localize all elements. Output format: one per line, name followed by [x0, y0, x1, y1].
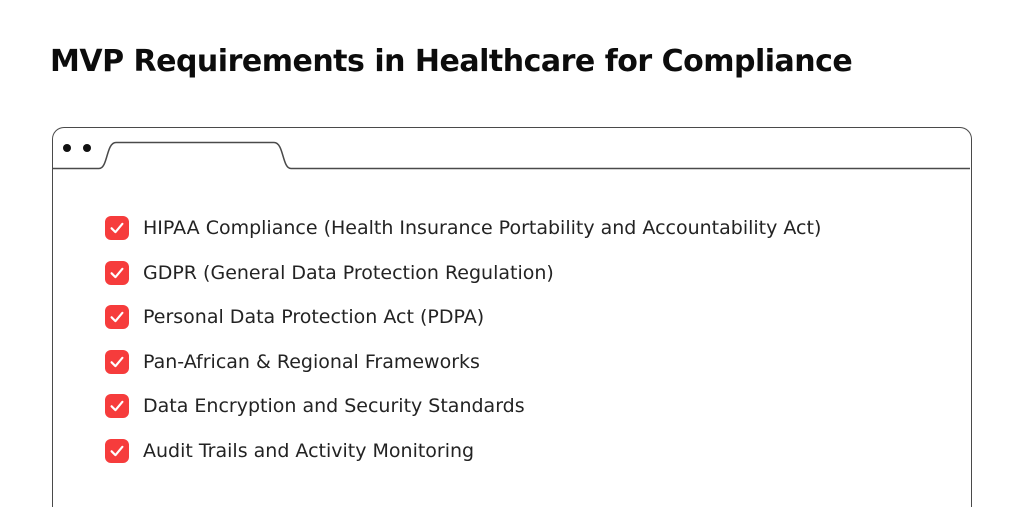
compliance-checklist: [105, 216, 821, 463]
checked-checkbox[interactable]: [105, 439, 129, 463]
checked-checkbox[interactable]: [105, 305, 129, 329]
checklist-row: [105, 394, 821, 418]
checklist-item-label: Pan-African & Regional Frameworks: [143, 350, 480, 373]
browser-header: [53, 128, 971, 171]
checklist-row: [105, 261, 821, 285]
checked-checkbox[interactable]: [105, 394, 129, 418]
browser-window-mockup: [52, 127, 972, 507]
checklist-item-label: Data Encryption and Security Standards: [143, 395, 525, 417]
checklist-item-label: Personal Data Protection Act (PDPA): [143, 306, 485, 328]
checked-checkbox[interactable]: [105, 261, 129, 285]
checkmark-icon: [109, 266, 125, 280]
window-control-dot-icon: [83, 144, 91, 152]
page-title: MVP Requirements in Healthcare for Compliance: [50, 44, 853, 79]
window-controls: [63, 144, 91, 152]
checkmark-icon: [109, 221, 125, 235]
checklist-row: [105, 305, 821, 329]
checkmark-icon: [109, 399, 125, 413]
tab-outline: [53, 128, 970, 171]
checkmark-icon: [109, 355, 125, 369]
checklist-row: [105, 350, 821, 374]
checkmark-icon: [109, 310, 125, 324]
checklist-item-label: Audit Trails and Activity Monitoring: [143, 439, 475, 462]
checkmark-icon: [109, 444, 125, 458]
window-control-dot-icon: [63, 144, 71, 152]
checked-checkbox[interactable]: [105, 350, 129, 374]
checked-checkbox[interactable]: [105, 216, 129, 240]
checklist-item-label: GDPR (General Data Protection Regulation): [143, 261, 554, 284]
checklist-item-label: HIPAA Compliance (Health Insurance Portability and Accountability Act): [143, 217, 822, 239]
checklist-row: [105, 439, 821, 463]
checklist-row: [105, 216, 821, 240]
